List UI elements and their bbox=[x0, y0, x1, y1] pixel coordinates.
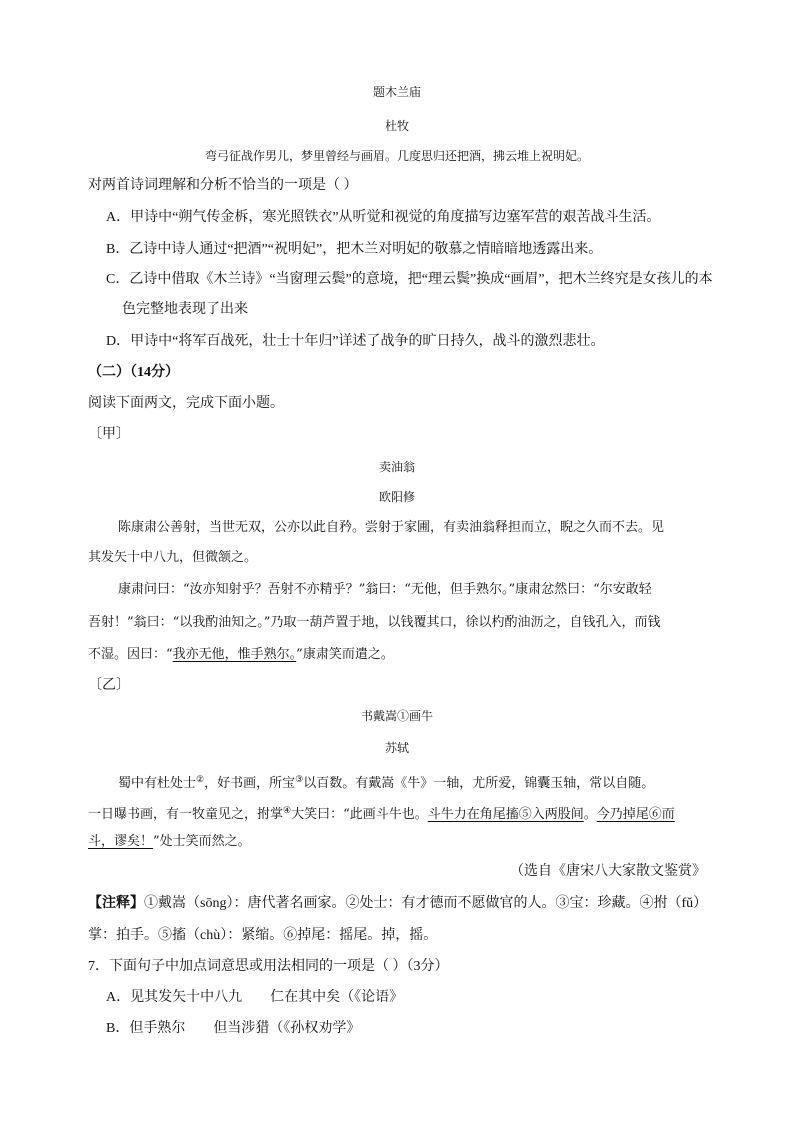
text-jia-title: 卖油翁 bbox=[378, 460, 415, 474]
text-yi-p1-line1 bbox=[118, 770, 654, 794]
question-6-option-b: B．乙诗中诗人通过“把酒”“祝明妃”，把木兰对明妃的敬慕之情暗暗地透露出来。 bbox=[106, 242, 603, 257]
question-6-option-d: D．甲诗中“将军百战死，壮士十年归”详述了战争的旷日持久，战斗的激烈悲壮。 bbox=[106, 334, 605, 349]
question-6-option-c-cont: 色完整地表现了出来 bbox=[122, 302, 248, 317]
footnote-marker: ③ bbox=[295, 775, 304, 785]
text-yi-title-part2: 画牛 bbox=[409, 709, 434, 723]
text-yi-seg7: ”处士笑而然之。 bbox=[153, 834, 251, 849]
question-6-option-a: A．甲诗中“朔气传金柝，寒光照铁衣”从听觉和视觉的角度描写边塞军营的艰苦战斗生活。 bbox=[106, 210, 661, 225]
poem-author: 杜牧 bbox=[384, 119, 409, 133]
notes-label: 【注释】 bbox=[88, 896, 144, 911]
text-yi-seg3: 以百数。有戴嵩《牛》一轴，尤所爱，锦囊玉轴，常以自随。 bbox=[303, 776, 655, 791]
text-jia-p2-line3-start: 不湿。因曰：“ bbox=[88, 647, 173, 662]
question-7-stem: 7．下面句子中加点词意思或用法相同的一项是（ ）（3分） bbox=[88, 959, 449, 974]
footnote-marker: ② bbox=[196, 775, 205, 785]
text-jia-p2-line3-end: ”康肃笑而遣之。 bbox=[296, 647, 394, 662]
text-yi-author: 苏轼 bbox=[384, 741, 409, 755]
text-jia-p2-line2: 吾射！”翁曰：“以我酌油知之。”乃取一葫芦置于地，以钱覆其口，徐以杓酌油沥之，自钱孔入，而钱 bbox=[88, 615, 661, 630]
text-jia-p1-line1: 陈康肃公善射，当世无双，公亦以此自矜。尝射于家圃，有卖油翁释担而立，睨之久而不去。见 bbox=[118, 520, 665, 535]
section-heading: （二）（14分） bbox=[88, 365, 179, 380]
text-yi-p1-line2 bbox=[88, 801, 675, 825]
question-7-option-a: A．见其发矢十中八九 仁在其中矣（《论语》 bbox=[106, 990, 404, 1005]
text-yi-seg4: 一日曝书画，有一牧童见之，拊掌 bbox=[88, 807, 284, 822]
text-yi-marker: 〔乙〕 bbox=[88, 678, 130, 693]
text-yi-seg5: 大笑曰：“此画斗牛也。 bbox=[291, 807, 428, 822]
underlined-sentence-yi-2-cont: 斗，谬矣！ bbox=[88, 834, 154, 849]
text-jia-p2-line1: 康肃问曰：“汝亦知射乎？吾射不亦精乎？”翁曰：“无他，但手熟尔。”康肃忿然曰：“尔安敢轻 bbox=[118, 582, 652, 597]
question-7-option-b: B．但手熟尔 但当涉猎（《孙权劝学》 bbox=[106, 1021, 361, 1036]
notes-line2: 掌：拍手。⑤搐（chù）：紧缩。⑥掉尾：摇尾。掉，摇。 bbox=[88, 928, 438, 943]
poem-title: 题木兰庙 bbox=[372, 85, 421, 99]
underlined-sentence-jia: 我亦无他，惟手熟尔。 bbox=[172, 647, 297, 662]
question-6-option-c: C．乙诗中借取《木兰诗》“当窗理云鬓”的意境，把“理云鬓”换成“画眉”，把木兰终究是女孩儿的本 bbox=[106, 272, 713, 287]
footnote-marker: ④ bbox=[283, 806, 292, 816]
text-yi-seg1: 蜀中有杜处士 bbox=[118, 776, 197, 791]
underlined-sentence-yi-2: 今乃掉尾⑥而 bbox=[596, 807, 675, 822]
text-yi-seg6: 。 bbox=[583, 807, 597, 822]
section-instruction: 阅读下面两文，完成下面小题。 bbox=[88, 396, 284, 411]
footnote-marker: ① bbox=[396, 709, 409, 723]
notes-text-1: ①戴嵩（sōng）：唐代著名画家。②处士：有才德而不愿做官的人。③宝：珍藏。④拊（fǔ） bbox=[144, 896, 708, 911]
text-jia-marker: 〔甲〕 bbox=[88, 427, 130, 442]
text-jia-p2-line3 bbox=[88, 645, 394, 665]
underlined-sentence-yi-1: 斗牛力在角尾搐⑤入两股间 bbox=[427, 807, 584, 822]
poem-line: 弯弓征战作男儿，梦里曾经与画眉。几度思归还把酒，拂云堆上祝明妃。 bbox=[204, 149, 589, 163]
source-citation: （选自《唐宋八大家散文鉴赏》 bbox=[510, 864, 706, 879]
text-jia-p1-line2: 其发矢十中八九，但微颔之。 bbox=[88, 550, 258, 565]
text-jia-author: 欧阳修 bbox=[378, 490, 415, 504]
notes-line1 bbox=[88, 894, 707, 914]
text-yi-seg2: ，好书画，所宝 bbox=[204, 776, 296, 791]
question-6-stem: 对两首诗词理解和分析不恰当的一项是（ ） bbox=[88, 178, 358, 193]
text-yi-title-part1: 书戴嵩 bbox=[360, 709, 397, 723]
text-yi-p1-line3 bbox=[88, 832, 251, 852]
text-yi-title bbox=[0, 706, 794, 726]
